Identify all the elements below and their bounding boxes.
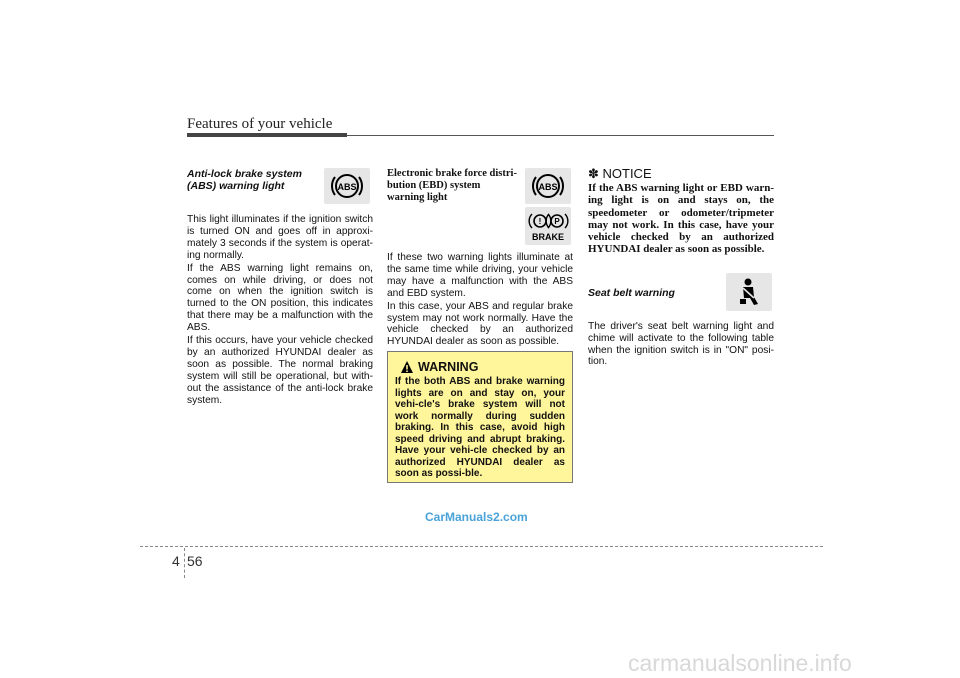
abs-warning-icon [324,168,370,204]
brake-icon-p: P [554,217,560,226]
brake-icon-label: BRAKE [531,232,565,242]
seat-belt-subtitle: Seat belt warning [588,286,675,299]
abs-icon-label-2: ABS [538,182,558,192]
notice-title: ✽ NOTICE [588,166,652,181]
site-logo: carmanualsonline.info [628,650,852,676]
ebd-paragraph-2: In this case, your ABS and regular brake system may not work normally. Have the vehicle checked by an authorized HYUNDAI dealer as soon as possible. [387,300,573,348]
column-notice [588,168,774,369]
ebd-paragraph-1: If these two warning lights illuminate at the same time while driving, your vehicle may have a malfunction with the ABS and EBD system. [387,252,573,299]
abs-paragraph-2: If the ABS warning light remains on, comes on while driving, or does not come on when the ignition switch is turned to the ON position, this indicates that there may be a malfunction with the ABS. [187,262,373,334]
abs-subtitle: Anti-lock brake system (ABS) warning light [187,168,302,192]
page-header-title: Features of your vehicle [187,116,333,132]
abs-paragraph-3: If this occurs, have your vehicle checked by an authorized HYUNDAI dealer as soon as possible. The normal braking system will still be operational, but with-out the assistance of the anti-lock brake system. [187,335,373,406]
seat-belt-paragraph: The driver's seat belt warning light and chime will activate to the following table when the ignition switch is in "ON" posi-tion. [588,320,774,368]
seat-belt-icon [726,273,772,311]
warning-title: WARNING [401,360,565,374]
warning-body: If the both ABS and brake warning lights are on and stay on, your vehi-cle's brake system will not work normally during sudden braking. In this case, avoid high speed driving and abrupt braking. Have your vehi-cle checked by an authorized HYUNDAI dealer as soon as possi-ble. [395,376,565,479]
brake-warning-icon [525,207,571,245]
notice-body: If the ABS warning light or EBD warn-ing light is on and stays on, the speedometer or odometer/tripmeter may not work. In this case, have your vehicle checked by an authorized HYUNDAI dealer as soon as possible. [588,181,774,256]
footer-divider [184,548,185,578]
ebd-subtitle: Electronic brake force distri-bution (EBD) system warning light [387,168,517,203]
header-bar [187,133,347,137]
page-number: 56 [187,553,203,569]
chapter-number: 4 [172,553,180,569]
abs-paragraph-1: This light illuminates if the ignition switch is turned ON and goes off in approxi-mately 3 seconds if the system is operat-ing normally. [187,214,373,261]
abs-icon-label: ABS [337,182,357,192]
header-rule [347,135,774,136]
watermark-link[interactable]: CarManuals2.com [425,510,528,524]
warning-box [387,351,573,483]
svg-text:!: ! [538,217,542,226]
warning-triangle-icon [401,361,413,373]
abs-warning-icon-2 [525,168,571,204]
footer-rule [140,546,823,547]
